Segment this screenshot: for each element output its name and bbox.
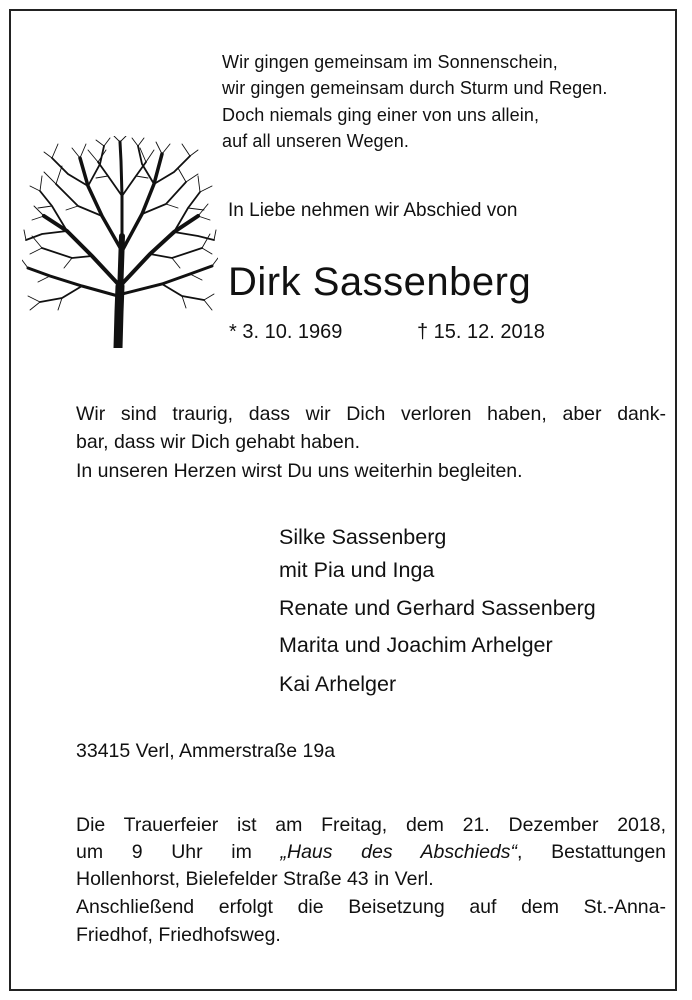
family-member: Renate und Gerhard Sassenberg (279, 596, 596, 620)
deceased-name: Dirk Sassenberg (228, 260, 532, 304)
death-date: † 15. 12. 2018 (417, 321, 545, 343)
birth-date: * 3. 10. 1969 (229, 321, 343, 343)
bare-tree-icon (22, 136, 218, 348)
ceremony-text: um 9 Uhr im (76, 841, 281, 863)
address: 33415 Verl, Ammerstraße 19a (76, 740, 336, 762)
family-member: mit Pia und Inga (279, 558, 435, 582)
ceremony-line: Hollenhorst, Bielefelder Straße 43 in Verl. (76, 868, 434, 890)
ceremony-line: Friedhof, Friedhofsweg. (76, 924, 281, 946)
poem-line: wir gingen gemeinsam durch Sturm und Regen. (222, 78, 608, 98)
message-line: In unseren Herzen wirst Du uns weiterhin begleiten. (76, 460, 523, 482)
venue-name: „Haus des Abschieds“ (280, 841, 518, 863)
ceremony-text: , Bestattungen (517, 841, 667, 863)
poem-line: auf all unseren Wegen. (222, 131, 409, 151)
ceremony-line (76, 841, 666, 864)
message-line: Wir sind traurig, dass wir Dich verloren haben, aber dank- (76, 403, 666, 425)
family-member: Marita und Joachim Arhelger (279, 633, 553, 657)
family-member: Silke Sassenberg (279, 525, 447, 549)
family-member: Kai Arhelger (279, 672, 397, 696)
poem-line: Wir gingen gemeinsam im Sonnenschein, (222, 52, 558, 72)
intro-text: In Liebe nehmen wir Abschied von (228, 200, 518, 221)
ceremony-line: Die Trauerfeier ist am Freitag, dem 21. Dezember 2018, (76, 814, 666, 836)
poem-line: Doch niemals ging einer von uns allein, (222, 105, 540, 125)
ceremony-line: Anschließend erfolgt die Beisetzung auf dem St.-Anna- (76, 896, 666, 918)
message-line: bar, dass wir Dich gehabt haben. (76, 431, 361, 453)
